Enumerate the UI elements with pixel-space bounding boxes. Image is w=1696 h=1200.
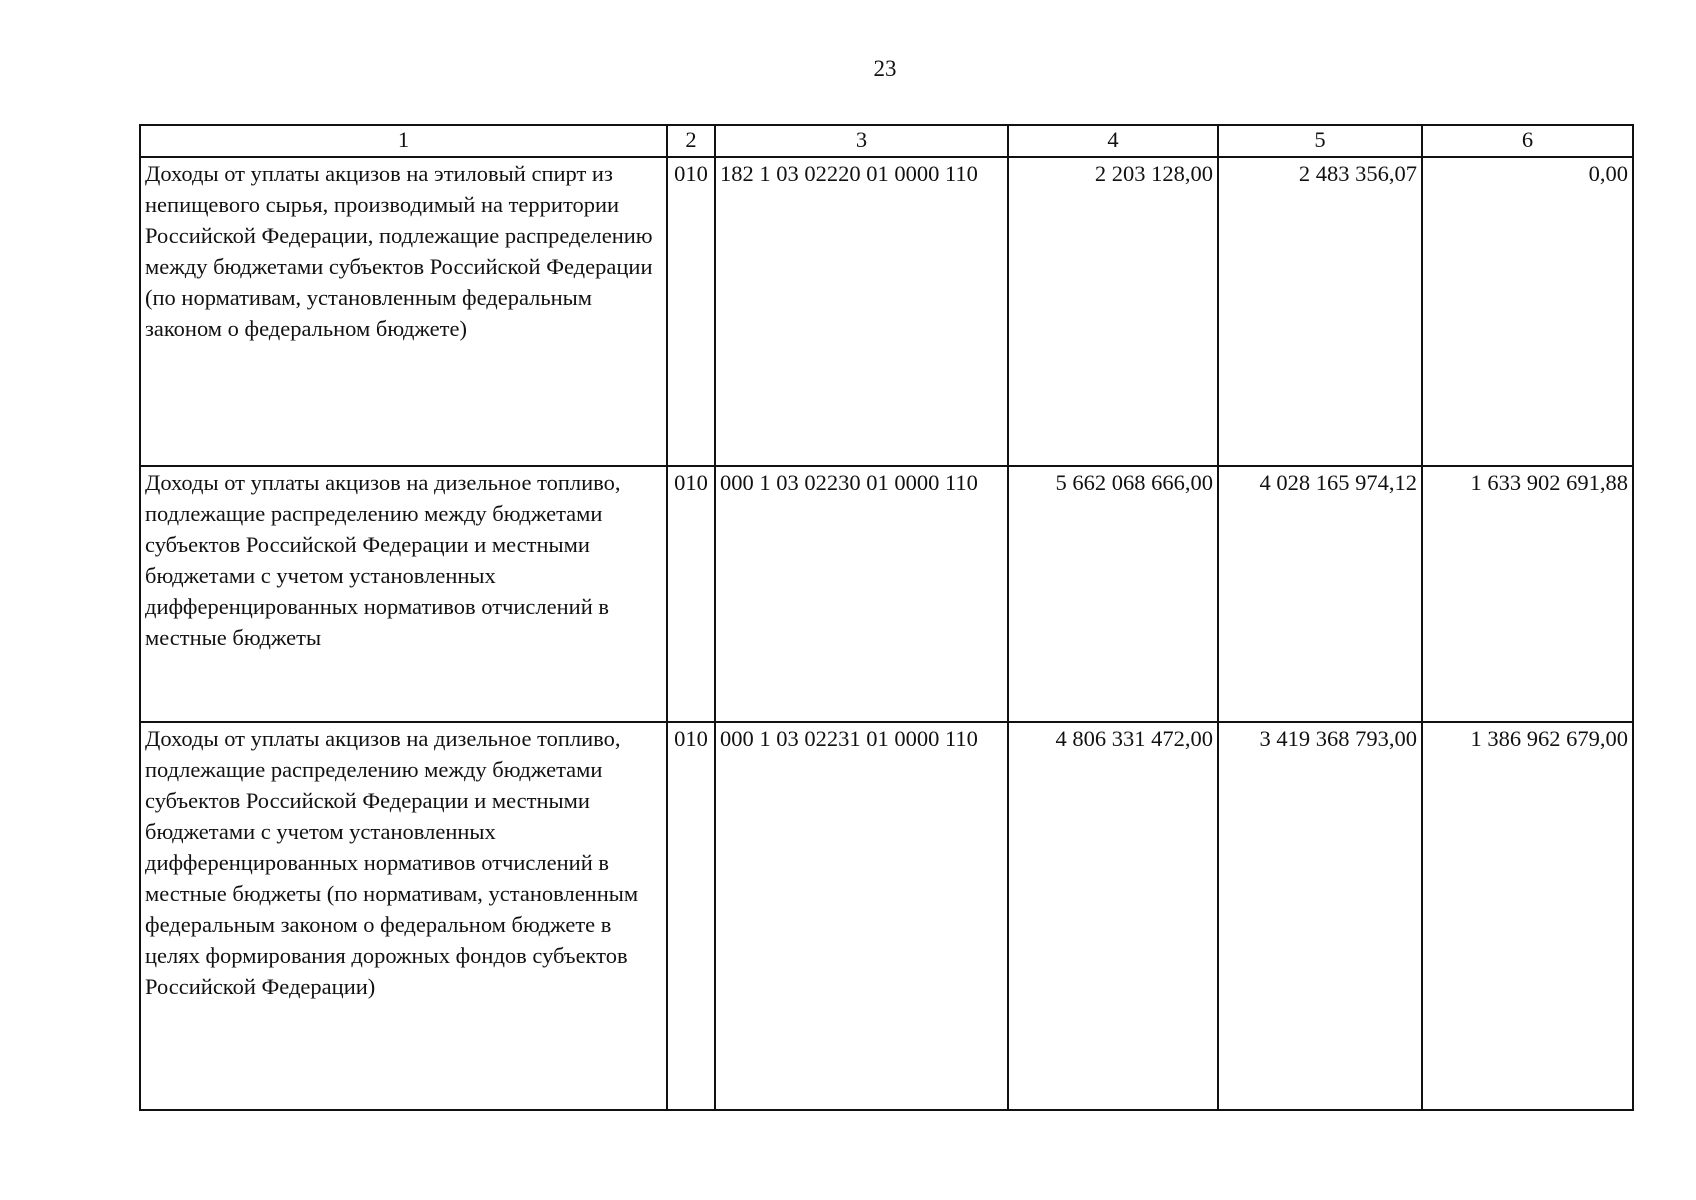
budget-code-cell: 000 1 03 02230 01 0000 110: [715, 466, 1008, 722]
unexecuted-amount-cell: 1 386 962 679,00: [1422, 722, 1633, 1110]
revenue-name-cell: Доходы от уплаты акцизов на дизельное топливо, подлежащие распределению между бюджетами субъектов Российской Федерации и местными бюджетами с учетом установленных дифференцированных нормативов отчислений в местные бюджеты: [140, 466, 667, 722]
revenue-name-cell: Доходы от уплаты акцизов на дизельное топливо, подлежащие распределению между бюджетами субъектов Российской Федерации и местными бюджетами с учетом установленных дифференцированных нормативов отчислений в местные бюджеты (по нормативам, установленным федеральным законом о федеральном бюджете в целях формирования дорожных фондов субъектов Российской Федерации): [140, 722, 667, 1110]
table-row: [140, 722, 1633, 1110]
unexecuted-amount-cell: 0,00: [1422, 157, 1633, 466]
unexecuted-amount-cell: 1 633 902 691,88: [1422, 466, 1633, 722]
column-header: 5: [1218, 125, 1422, 157]
budget-code-cell: 000 1 03 02231 01 0000 110: [715, 722, 1008, 1110]
column-header: 3: [715, 125, 1008, 157]
budget-code-cell: 182 1 03 02220 01 0000 110: [715, 157, 1008, 466]
column-header: 4: [1008, 125, 1218, 157]
column-header: 1: [140, 125, 667, 157]
executed-amount-cell: 2 483 356,07: [1218, 157, 1422, 466]
executed-amount-cell: 4 028 165 974,12: [1218, 466, 1422, 722]
line-code-cell: 010: [667, 466, 715, 722]
revenue-name-cell: Доходы от уплаты акцизов на этиловый спирт из непищевого сырья, производимый на территории Российской Федерации, подлежащие распределению между бюджетами субъектов Российской Федерации (по нормативам, установленным федеральным законом о федеральном бюджете): [140, 157, 667, 466]
executed-amount-cell: 3 419 368 793,00: [1218, 722, 1422, 1110]
approved-amount-cell: 2 203 128,00: [1008, 157, 1218, 466]
page-number: 23: [873, 56, 897, 81]
column-header: 6: [1422, 125, 1633, 157]
line-code-cell: 010: [667, 157, 715, 466]
table-header-row: [140, 125, 1633, 157]
table-row: [140, 157, 1633, 466]
line-code-cell: 010: [667, 722, 715, 1110]
table-row: [140, 466, 1633, 722]
column-header: 2: [667, 125, 715, 157]
budget-revenue-table: [139, 124, 1634, 1111]
approved-amount-cell: 5 662 068 666,00: [1008, 466, 1218, 722]
approved-amount-cell: 4 806 331 472,00: [1008, 722, 1218, 1110]
